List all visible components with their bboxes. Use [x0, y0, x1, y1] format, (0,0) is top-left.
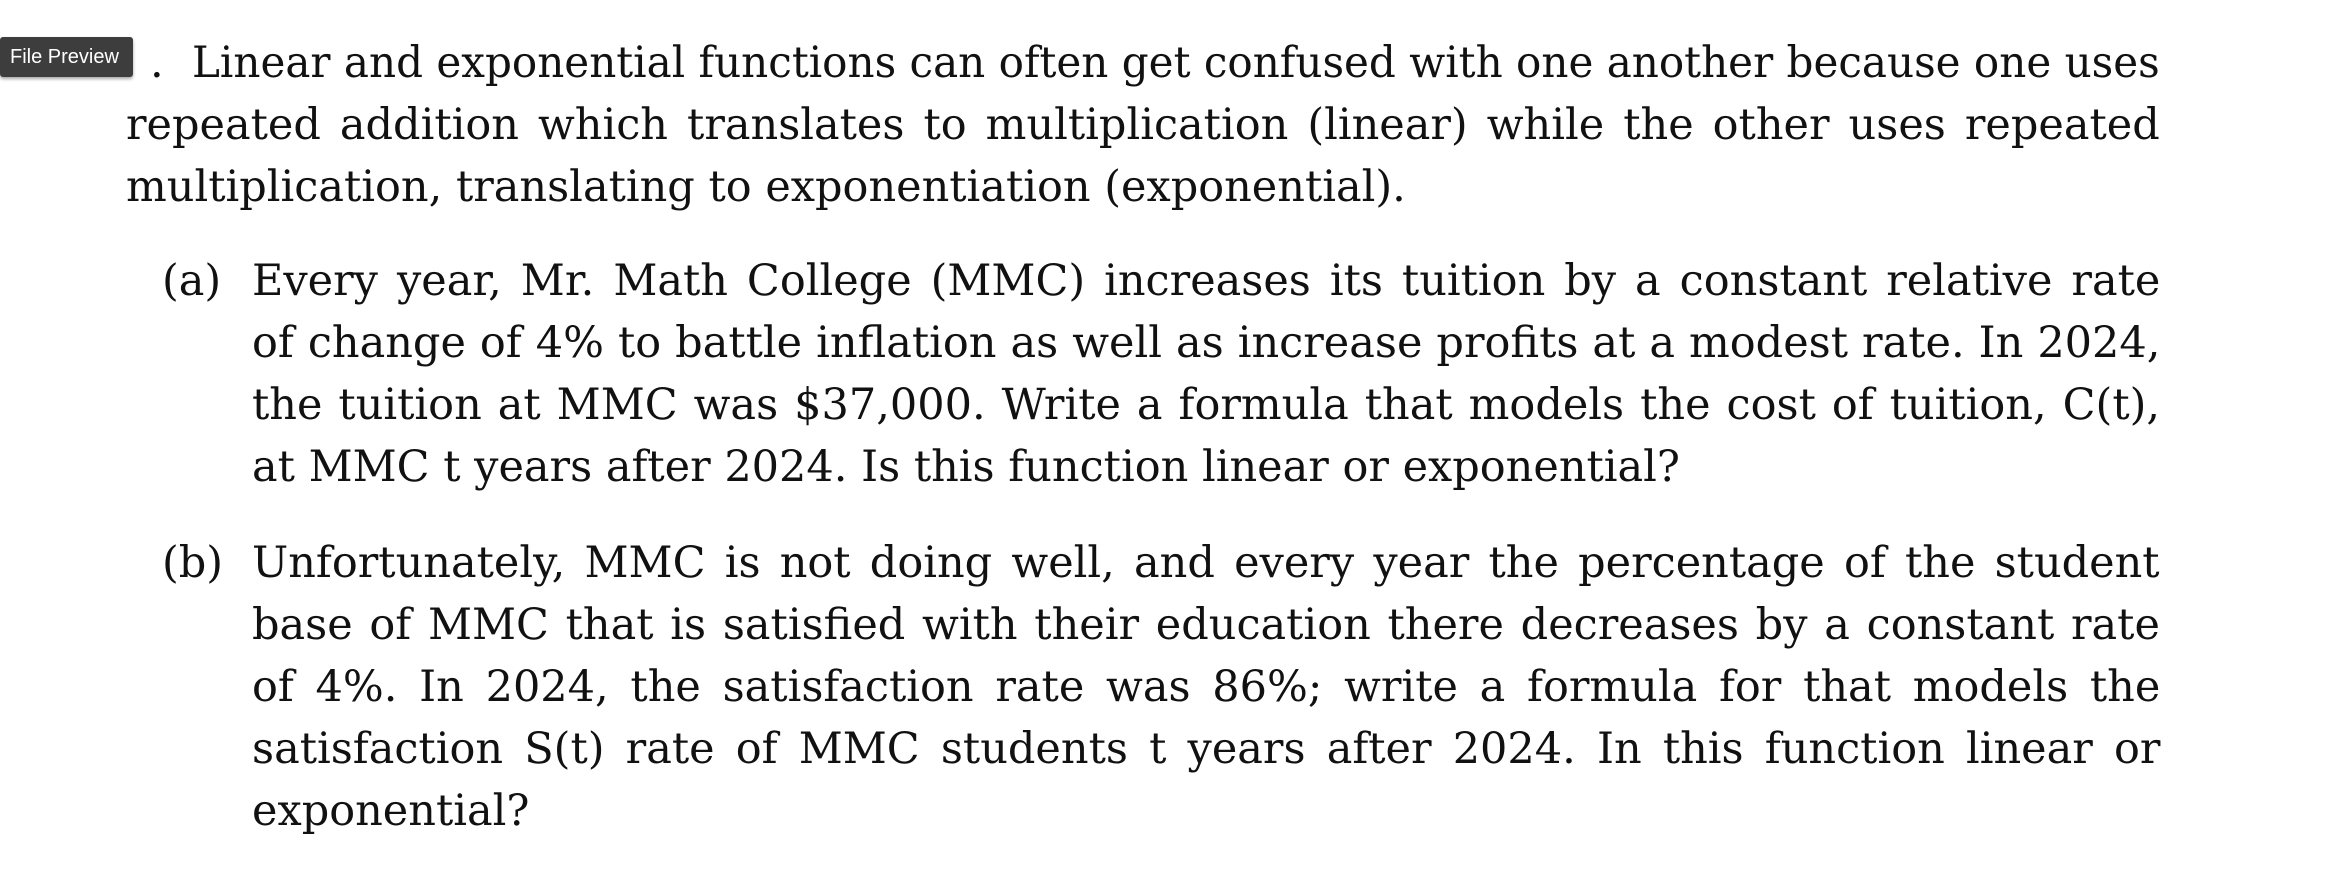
problem-number-period: .	[150, 38, 164, 88]
part-b-label: (b)	[162, 538, 224, 588]
part-a-label: (a)	[162, 256, 222, 306]
part-a-line-3: the tuition at MMC was $37,000. Write a formula that models the cost of tuition, C(t),	[252, 380, 2161, 430]
intro-line-3: multiplication, translating to exponentiation (exponential).	[126, 162, 1406, 212]
part-b-line-3: of 4%. In 2024, the satisfaction rate was 86%; write a formula for that models the	[252, 662, 2161, 712]
part-a-line-2: of change of 4% to battle inflation as well as increase profits at a modest rate. In 2024,	[252, 318, 2161, 368]
intro-line-1: Linear and exponential functions can often get confused with one another because one uses	[192, 38, 2160, 88]
intro-line-2: repeated addition which translates to multiplication (linear) while the other uses repeated	[126, 100, 2160, 150]
part-a-line-4: at MMC t years after 2024. Is this function linear or exponential?	[252, 442, 1680, 492]
part-b-line-5: exponential?	[252, 786, 530, 836]
part-a-line-1: Every year, Mr. Math College (MMC) increases its tuition by a constant relative rate	[252, 256, 2161, 306]
part-b-line-2: base of MMC that is satisfied with their education there decreases by a constant rate	[252, 600, 2160, 650]
part-b-line-1: Unfortunately, MMC is not doing well, and every year the percentage of the student	[252, 538, 2160, 588]
file-preview-badge[interactable]: File Preview	[0, 37, 133, 77]
part-b-line-4: satisfaction S(t) rate of MMC students t years after 2024. In this function linear or	[252, 724, 2161, 774]
